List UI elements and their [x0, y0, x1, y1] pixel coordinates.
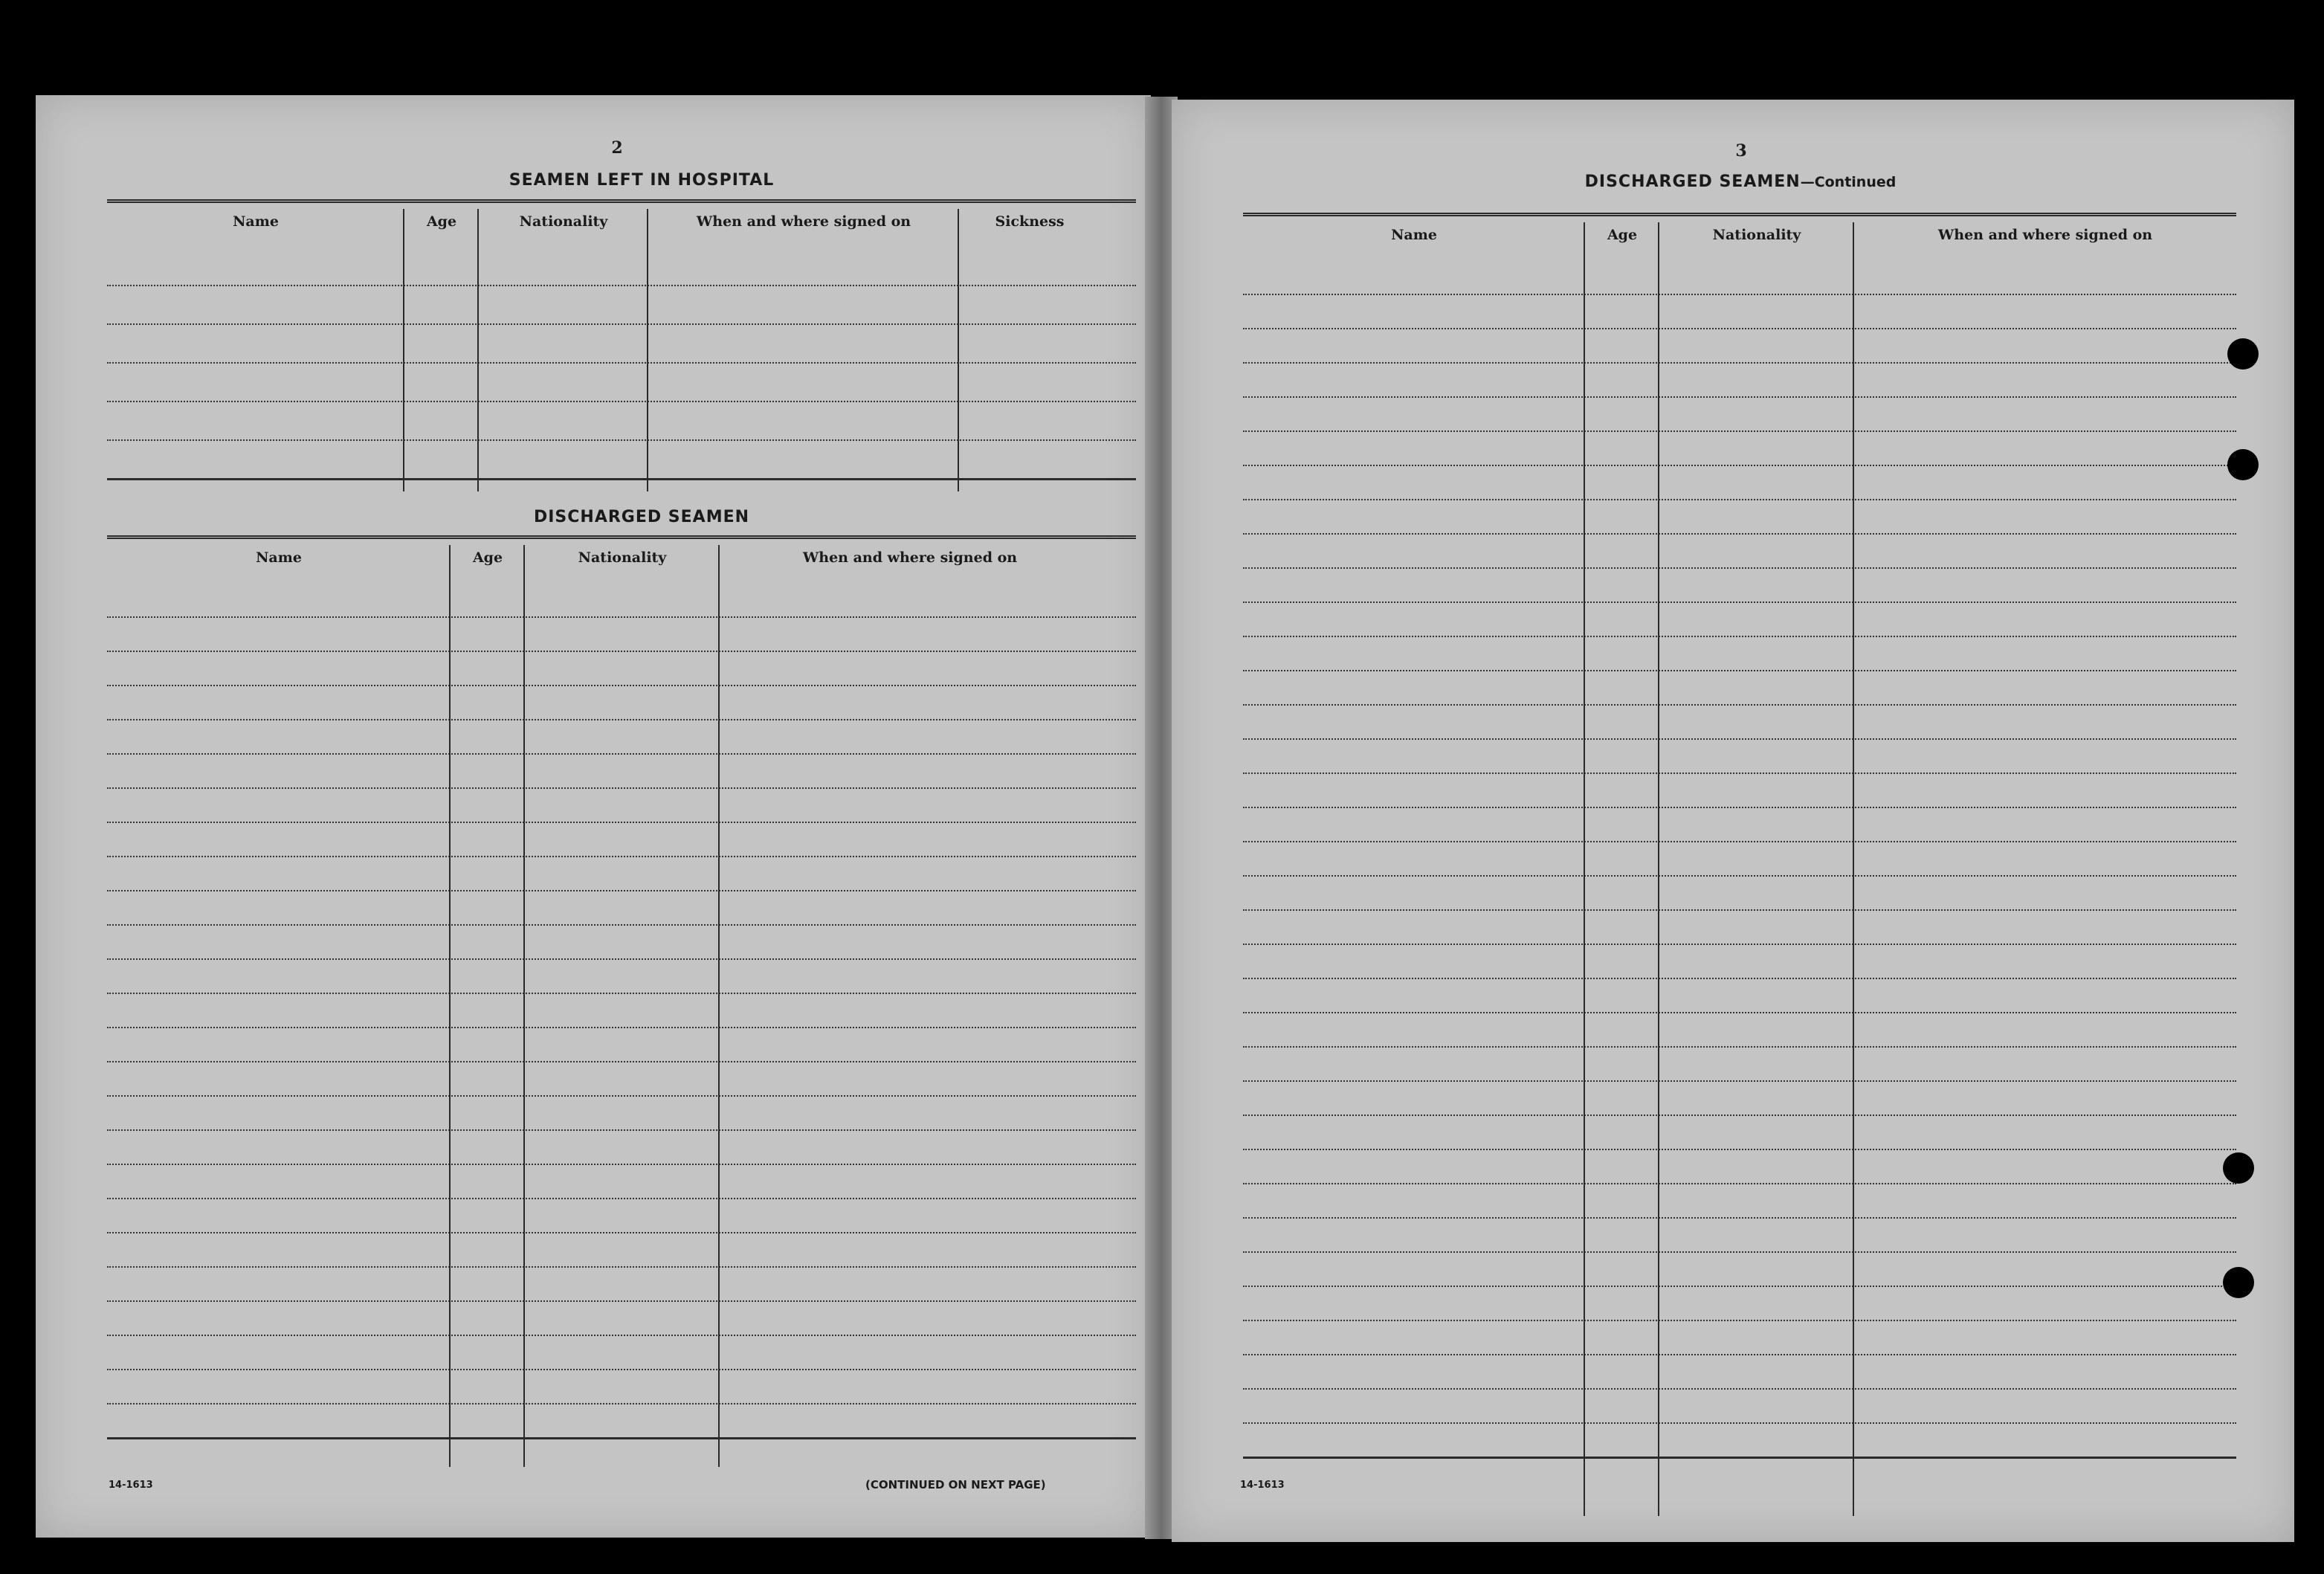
table-row — [107, 891, 1136, 926]
discharged-table-header — [107, 539, 1136, 584]
table-row — [107, 1199, 1136, 1233]
table-row — [107, 994, 1136, 1028]
table-row — [107, 1097, 1136, 1131]
table-row — [107, 618, 1136, 652]
table-row — [107, 402, 1136, 441]
table-row — [107, 441, 1136, 480]
column-header-name: Name — [233, 213, 279, 230]
table-row — [107, 1165, 1136, 1199]
table-row — [1243, 569, 2236, 603]
table-row — [1243, 603, 2236, 637]
table-row — [1243, 1013, 2236, 1048]
form-number-right: 14-1613 — [1240, 1480, 1285, 1491]
table-row — [1243, 1424, 2236, 1459]
table-row — [1243, 1321, 2236, 1355]
table-row — [1243, 1048, 2236, 1082]
column-header-nationality: Nationality — [578, 549, 667, 566]
table-row — [1243, 842, 2236, 877]
column-header-age: Age — [426, 213, 457, 230]
table-row — [107, 1336, 1136, 1370]
column-divider — [647, 209, 648, 491]
column-divider — [403, 209, 404, 491]
column-header-signed-on: When and where signed on — [1937, 227, 2153, 243]
table-row — [1243, 1116, 2236, 1150]
column-header-sickness: Sickness — [995, 213, 1065, 230]
page-number-right: 3 — [1735, 141, 1747, 161]
table-row — [107, 686, 1136, 720]
table-row — [1243, 1355, 2236, 1390]
table-row — [1243, 261, 2236, 295]
table-row — [107, 857, 1136, 891]
table-row — [107, 364, 1136, 402]
table-row — [1243, 774, 2236, 808]
table-row — [107, 720, 1136, 755]
table-row — [1243, 979, 2236, 1013]
column-header-signed-on: When and where signed on — [802, 549, 1018, 566]
discharged-table — [107, 535, 1136, 1439]
table-row — [107, 652, 1136, 686]
table-row — [1243, 808, 2236, 842]
column-header-nationality: Nationality — [519, 213, 608, 230]
table-row — [1243, 945, 2236, 979]
table-row — [1243, 1184, 2236, 1219]
table-row — [1243, 1150, 2236, 1184]
table-row — [1243, 364, 2236, 398]
form-number-left: 14-1613 — [109, 1480, 153, 1491]
page-number-left: 2 — [611, 138, 623, 158]
column-divider — [449, 545, 451, 1467]
hospital-table — [107, 199, 1136, 480]
table-row — [1243, 1390, 2236, 1424]
table-row — [107, 1404, 1136, 1439]
column-header-age: Age — [472, 549, 503, 566]
table-row — [1243, 500, 2236, 535]
table-row — [1243, 295, 2236, 329]
column-divider — [477, 209, 479, 491]
table-row — [107, 960, 1136, 994]
table-row — [1243, 329, 2236, 364]
table-row — [107, 1302, 1136, 1336]
column-header-nationality: Nationality — [1712, 227, 1801, 243]
table-row — [107, 823, 1136, 857]
right-page — [1172, 100, 2294, 1542]
table-row — [107, 584, 1136, 618]
column-divider — [1853, 222, 1854, 1516]
table-row — [1243, 1287, 2236, 1321]
hospital-table-header — [107, 203, 1136, 248]
punch-hole — [2227, 338, 2259, 370]
table-row — [107, 1233, 1136, 1268]
table-row — [1243, 1253, 2236, 1287]
table-row — [107, 248, 1136, 286]
table-row — [1243, 432, 2236, 466]
punch-hole — [2223, 1152, 2254, 1184]
column-divider — [1658, 222, 1659, 1516]
continued-table-header — [1243, 216, 2236, 261]
table-row — [107, 1370, 1136, 1404]
column-header-signed-on: When and where signed on — [696, 213, 911, 230]
discharged-table-rows — [107, 584, 1136, 1439]
table-row — [107, 1131, 1136, 1165]
continued-note: (CONTINUED ON NEXT PAGE) — [865, 1478, 1046, 1491]
punch-hole — [2227, 449, 2259, 480]
continued-section-title-suffix: —Continued — [1800, 174, 1897, 190]
column-header-name: Name — [256, 549, 302, 566]
hospital-section-title: SEAMEN LEFT IN HOSPITAL — [509, 171, 775, 190]
table-row — [1243, 466, 2236, 500]
column-divider — [1584, 222, 1585, 1516]
table-row — [1243, 1082, 2236, 1116]
continued-table-rows — [1243, 261, 2236, 1459]
punch-hole — [2223, 1267, 2254, 1298]
column-header-name: Name — [1391, 227, 1437, 243]
column-divider — [718, 545, 720, 1467]
table-row — [1243, 637, 2236, 671]
table-row — [1243, 911, 2236, 945]
table-row — [107, 755, 1136, 789]
discharged-section-title: DISCHARGED SEAMEN — [533, 508, 750, 526]
continued-section-title — [1395, 172, 2086, 191]
hospital-table-rows — [107, 248, 1136, 480]
table-row — [1243, 398, 2236, 432]
column-divider — [523, 545, 525, 1467]
table-row — [107, 1028, 1136, 1062]
table-row — [1243, 706, 2236, 740]
table-row — [107, 1062, 1136, 1097]
table-row — [1243, 740, 2236, 774]
table-row — [1243, 877, 2236, 911]
column-divider — [958, 209, 959, 491]
table-row — [1243, 1219, 2236, 1253]
table-row — [107, 1268, 1136, 1302]
table-row — [1243, 535, 2236, 569]
table-row — [1243, 671, 2236, 706]
left-page — [36, 95, 1151, 1538]
table-row — [107, 926, 1136, 960]
continued-section-title-main: DISCHARGED SEAMEN — [1584, 172, 1801, 191]
table-row — [107, 325, 1136, 364]
table-row — [107, 286, 1136, 325]
column-header-age: Age — [1607, 227, 1638, 243]
continued-table — [1243, 213, 2236, 1459]
table-row — [107, 789, 1136, 823]
